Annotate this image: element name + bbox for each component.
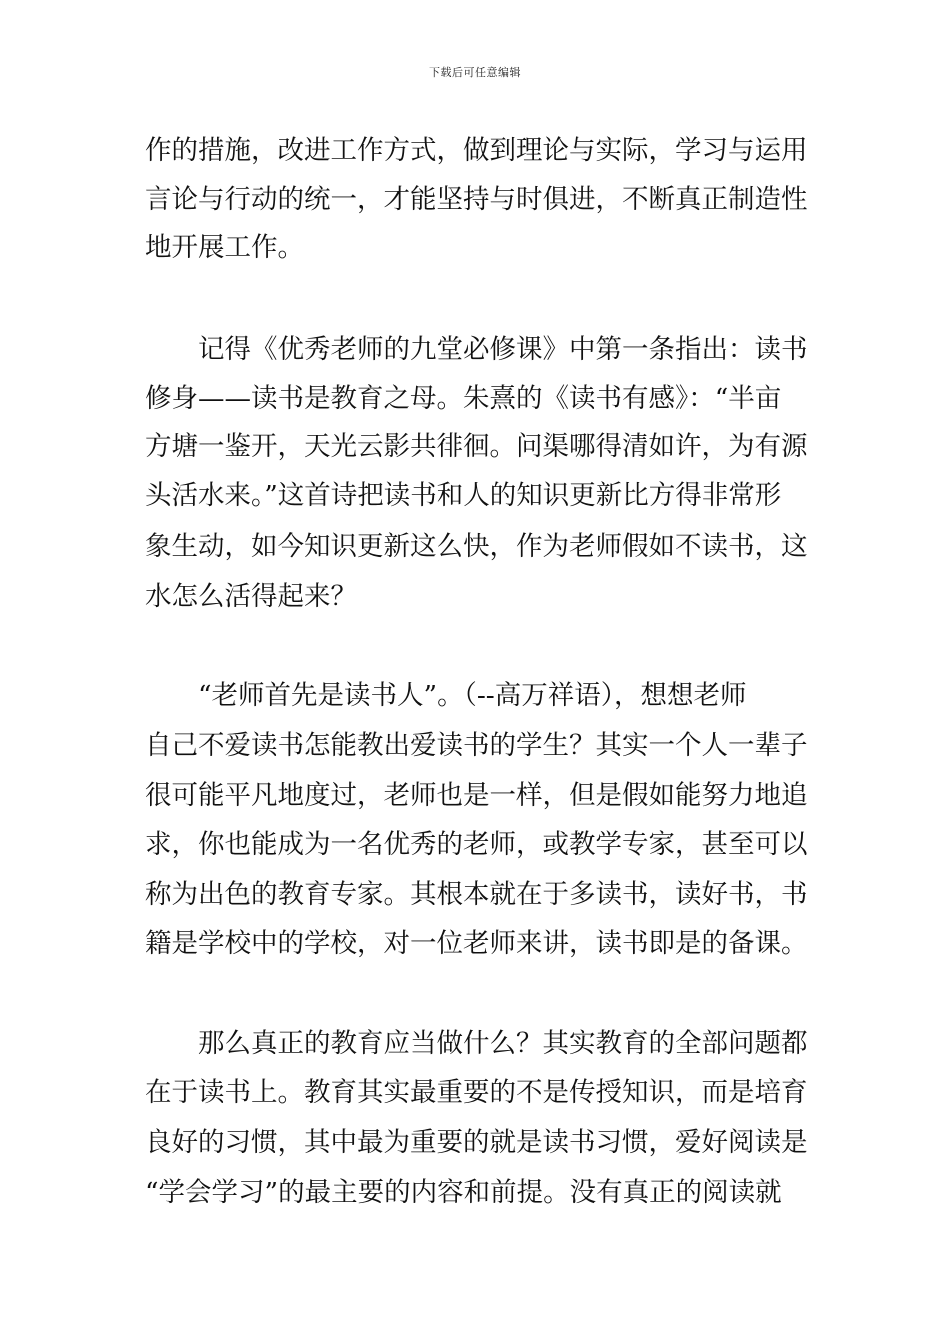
paragraph-3-line-5: 称为出色的教育专家。其根本就在于多读书，读好书，书 (145, 879, 808, 910)
paragraph-3-line-1: “老师首先是读书人”。（--高万祥语），想想老师 (198, 680, 747, 711)
paragraph-2-line-3: 方塘一鉴开，天光云影共徘徊。问渠哪得清如许，为有源 (145, 431, 808, 462)
paragraph-4-line-2: 在于读书上。教育其实最重要的不是传授知识，而是培育 (145, 1077, 808, 1108)
paragraph-4-line-1: 那么真正的教育应当做什么？其实教育的全部问题都 (198, 1028, 808, 1059)
paragraph-3-line-4: 求，你也能成为一名优秀的老师，或教学专家，甚至可以 (145, 829, 808, 860)
paragraph-1-line-1: 作的措施，改进工作方式，做到理论与实际，学习与运用 (145, 135, 808, 166)
paragraph-2-line-6: 水怎么活得起来？ (145, 581, 357, 612)
paragraph-3-line-6: 籍是学校中的学校，对一位老师来讲，读书即是的备课。 (145, 928, 808, 959)
paragraph-4-line-3: 良好的习惯，其中最为重要的就是读书习惯，爱好阅读是 (145, 1127, 808, 1158)
paragraph-3-line-2: 自己不爱读书怎能教出爱读书的学生？其实一个人一辈子 (145, 730, 808, 761)
paragraph-1-line-3: 地开展工作。 (145, 232, 304, 263)
paragraph-2-line-5: 象生动，如今知识更新这么快，作为老师假如不读书，这 (145, 531, 808, 562)
paragraph-4-line-4: “学会学习”的最主要的内容和前提。没有真正的阅读就 (145, 1177, 782, 1208)
header-note: 下载后可任意编辑 (429, 66, 521, 79)
paragraph-2-line-1: 记得《优秀老师的九堂必修课》中第一条指出：读书 (198, 334, 808, 365)
paragraph-2-line-2: 修身——读书是教育之母。朱熹的《读书有感》：“半亩 (145, 383, 782, 414)
paragraph-1-line-2: 言论与行动的统一，才能坚持与时俱进，不断真正制造性 (145, 184, 808, 215)
paragraph-2-line-4: 头活水来。”这首诗把读书和人的知识更新比方得非常形 (145, 480, 782, 511)
paragraph-3-line-3: 很可能平凡地度过，老师也是一样，但是假如能努力地追 (145, 780, 808, 811)
